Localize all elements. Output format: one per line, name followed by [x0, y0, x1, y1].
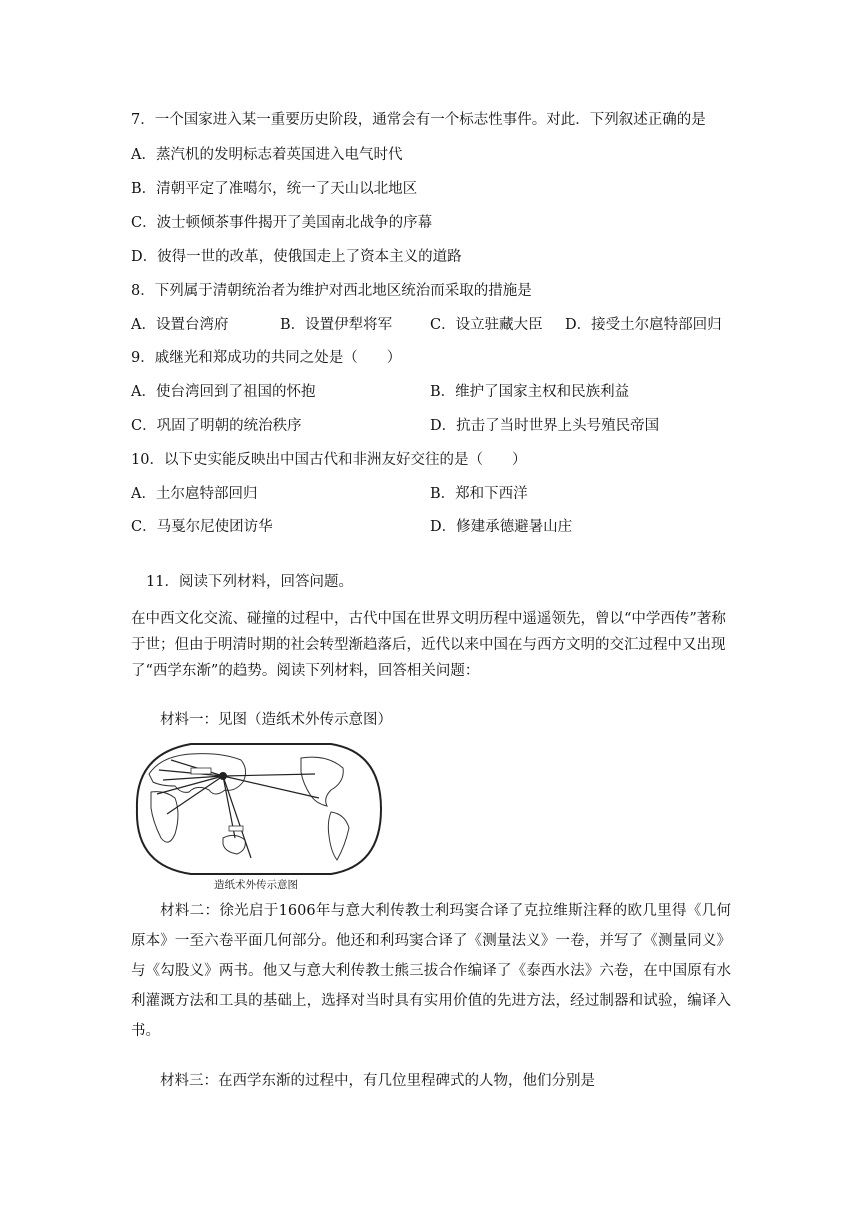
q10-option-a: A．土尔扈特部回归 [131, 486, 258, 502]
q10-option-c: C．马戛尔尼使团访华 [131, 519, 273, 535]
q10-option-b: B．郑和下西洋 [430, 486, 528, 502]
paper-spread-map [131, 734, 385, 884]
q9-option-c: C．巩固了明朝的统治秩序 [131, 418, 302, 434]
material-1-label: 材料一：见图（造纸术外传示意图） [160, 712, 392, 728]
q7-option-a: A．蒸汽机的发明标志着英国进入电气时代 [131, 147, 403, 163]
q8-stem: 8．下列属于清朝统治者为维护对西北地区统治而采取的措施是 [131, 283, 532, 299]
q9-option-b: B．维护了国家主权和民族利益 [430, 384, 630, 400]
q9-option-d: D．抗击了当时世界上头号殖民帝国 [430, 418, 660, 434]
q11-stem: 11．阅读下列材料，回答问题。 [146, 574, 353, 590]
q7-stem: 7．一个国家进入某一重要历史阶段，通常会有一个标志性事件。对此．下列叙述正确的是 [131, 112, 706, 128]
q10-option-d: D．修建承德避暑山庄 [430, 519, 573, 535]
q11-intro: 在中西文化交流、碰撞的过程中，古代中国在世界文明历程中遥遥领先，曾以“中学西传”著称于世；但由于明清时期的社会转型渐趋落后，近代以来中国在与西方文明的交汇过程中又出现了“西学东渐”的趋势。阅读下列材料，回答相关问题： [131, 611, 726, 679]
q7-option-c: C．波士顿倾茶事件揭开了美国南北战争的序幕 [131, 215, 433, 231]
q9-option-a: A．使台湾回到了祖国的怀抱 [131, 384, 316, 400]
q8-option-a: A．设置台湾府 [131, 317, 229, 333]
material-2: 材料二：徐光启于1606年与意大利传教士利玛窦合译了克拉维斯注释的欧几里得《几何原本》一至六卷平面几何部分。他还和利玛窦合译了《测量法义》一卷，并写了《测量同义》与《勾股义》两书。他又与意大利传教士熊三拔合作编译了《泰西水法》六卷，在中国原有水利灌溉方法和工具的基础上，选择对当时具有实用价值的先进方法，经过制器和试验，编译入书。 [131, 903, 731, 1039]
q7-option-d: D．彼得一世的改革，使俄国走上了资本主义的道路 [131, 249, 462, 265]
map-caption: 造纸术外传示意图 [214, 879, 298, 891]
q8-option-d: D．接受土尔扈特部回归 [565, 317, 722, 333]
q9-stem: 9．戚继光和郑成功的共同之处是（ ） [131, 350, 402, 366]
q10-stem: 10．以下史实能反映出中国古代和非洲友好交往的是（ ） [131, 452, 527, 468]
q8-option-b: B．设置伊犁将军 [280, 317, 393, 333]
material-3: 材料三：在西学东渐的过程中，有几位里程碑式的人物，他们分别是 [160, 1073, 595, 1089]
q8-option-c: C．设立驻藏大臣 [430, 317, 543, 333]
q7-option-b: B．清朝平定了准噶尔，统一了天山以北地区 [131, 181, 418, 197]
